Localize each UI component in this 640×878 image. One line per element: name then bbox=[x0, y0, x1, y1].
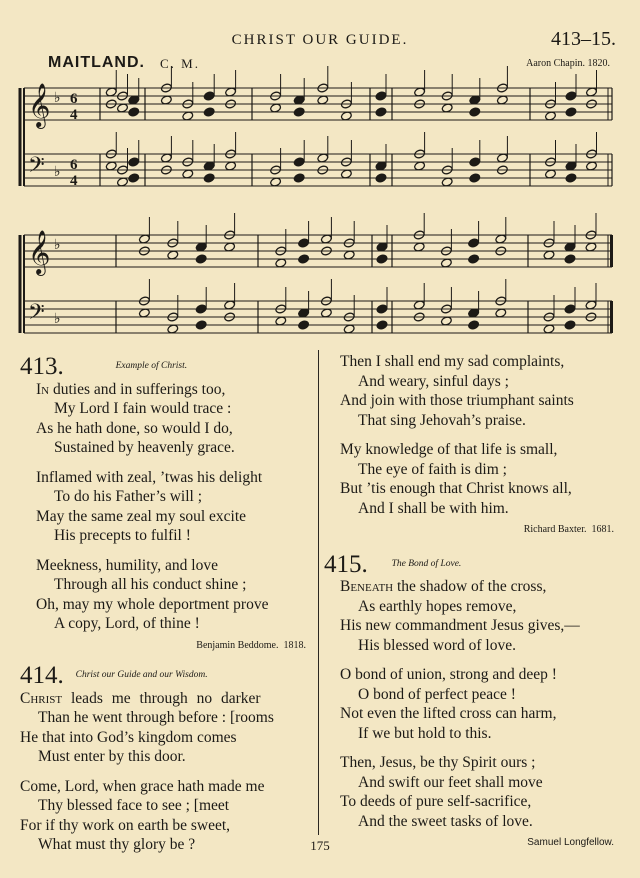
composer-year: 1820. bbox=[587, 58, 610, 69]
author-year: 1681. bbox=[591, 524, 614, 535]
verse-line: His new commandment Jesus gives,— bbox=[340, 617, 580, 634]
hymn-413-stanza-2 bbox=[20, 468, 310, 546]
author-year: 1818. bbox=[283, 639, 306, 651]
time-signature-top: 6 bbox=[70, 91, 78, 107]
note-head bbox=[293, 107, 305, 117]
hymn-414-stanza-1 bbox=[20, 689, 310, 767]
hymn-415-heading bbox=[324, 552, 618, 578]
hymn-415-stanza-2 bbox=[340, 665, 618, 743]
verse-line: And the sweet tasks of love. bbox=[358, 812, 533, 830]
note-head bbox=[195, 254, 207, 264]
note-head bbox=[469, 173, 481, 183]
verse-line: Then, Jesus, be thy Spirit ours ; bbox=[340, 754, 536, 771]
verse-line: Christ leads me through no darker bbox=[20, 689, 261, 707]
flat-icon: ♭ bbox=[54, 238, 61, 253]
music-score bbox=[0, 0, 640, 350]
author-name: Richard Baxter. bbox=[523, 524, 587, 535]
verse-line: And weary, sinful days ; bbox=[358, 372, 509, 390]
verse-line: To deeds of pure self-sacrifice, bbox=[340, 793, 532, 810]
verse-line: And I shall be with him. bbox=[358, 499, 509, 517]
note-head bbox=[565, 91, 577, 101]
verse-line: He that into God’s kingdom comes bbox=[20, 728, 237, 746]
left-column bbox=[20, 354, 310, 855]
verse-line: Beneath the shadow of the cross, bbox=[340, 578, 547, 595]
note-head bbox=[468, 254, 480, 264]
verse-line: To do his Father’s will ; bbox=[54, 488, 203, 505]
note-head bbox=[376, 304, 388, 314]
flat-icon: ♭ bbox=[54, 91, 61, 106]
verse-line: Oh, may my whole deportment prove bbox=[36, 595, 269, 613]
note-head bbox=[565, 173, 577, 183]
verse-line: And join with those triumphant saints bbox=[340, 392, 574, 409]
hymn-413-author bbox=[20, 636, 310, 656]
note-head bbox=[375, 173, 387, 183]
hymn-413-title: Example of Christ. bbox=[115, 361, 188, 371]
hymn-number-range: 413–15. bbox=[551, 28, 616, 50]
note-head bbox=[564, 254, 576, 264]
verse-line: What must thy glory be ? bbox=[38, 836, 196, 853]
final-bar bbox=[610, 235, 613, 267]
hymn-415-title: The Bond of Love. bbox=[391, 558, 462, 569]
note-head bbox=[468, 320, 480, 330]
hymn-414-heading bbox=[20, 663, 310, 689]
time-signature-bottom: 4 bbox=[70, 173, 78, 189]
verse-line: Inflamed with zeal, ’twas his delight bbox=[36, 468, 263, 486]
verse-line: As earthly hopes remove, bbox=[358, 597, 517, 615]
hymn-413-number: 413. bbox=[20, 353, 64, 380]
note-head bbox=[293, 173, 305, 183]
note-head bbox=[468, 238, 480, 248]
hymn-415-number: 415. bbox=[324, 550, 368, 578]
verse-line: A copy, Lord, of thine ! bbox=[54, 615, 200, 632]
author-name: Benjamin Beddome. bbox=[196, 639, 279, 651]
treble-clef-icon: 𝄞 bbox=[28, 230, 51, 274]
hymn-414-stanza-3 bbox=[340, 352, 618, 430]
verse-line: If we but hold to this. bbox=[358, 724, 492, 742]
hymn-415-author: Samuel Longfellow. bbox=[527, 837, 614, 848]
treble-clef-icon: 𝄞 bbox=[28, 83, 51, 127]
final-bar bbox=[610, 301, 613, 333]
note-head bbox=[128, 173, 140, 183]
note-head bbox=[195, 320, 207, 330]
verse-line: My knowledge of that life is small, bbox=[340, 441, 558, 458]
hymn-413-heading bbox=[20, 354, 310, 380]
page-title: CHRIST OUR GUIDE. bbox=[231, 32, 409, 48]
note-head bbox=[375, 91, 387, 101]
verse-line: Meekness, humility, and love bbox=[36, 556, 218, 574]
bass-clef-icon: 𝄢 bbox=[28, 153, 45, 183]
note-head bbox=[298, 238, 310, 248]
note-head bbox=[298, 320, 310, 330]
verse-line: Sustained by heavenly grace. bbox=[54, 439, 235, 456]
note-head bbox=[203, 173, 215, 183]
note-head bbox=[375, 107, 387, 117]
verse-line: His precepts to fulfil ! bbox=[54, 527, 191, 544]
note-head bbox=[195, 304, 207, 314]
note-head bbox=[128, 157, 140, 167]
note-head bbox=[203, 91, 215, 101]
verse-line: Must enter by this door. bbox=[38, 748, 186, 765]
hymn-414-number: 414. bbox=[20, 662, 64, 689]
note-head bbox=[564, 320, 576, 330]
verse-line: As he hath done, so would I do, bbox=[36, 419, 233, 437]
verse-line: For if thy work on earth be sweet, bbox=[20, 816, 231, 834]
note-head bbox=[469, 107, 481, 117]
tune-name: MAITLAND. bbox=[48, 54, 145, 71]
time-signature-top: 6 bbox=[70, 157, 78, 173]
hymn-414-stanza-4 bbox=[340, 440, 618, 518]
tune-meter: C. M. bbox=[160, 56, 200, 71]
flat-icon: ♭ bbox=[54, 312, 61, 327]
verse-line: O bond of union, strong and deep ! bbox=[340, 666, 557, 683]
verse-line: Than he went through before : [rooms bbox=[38, 709, 274, 726]
hymn-414-author bbox=[340, 520, 618, 540]
verse-line: O bond of perfect peace ! bbox=[358, 685, 516, 703]
note-head bbox=[564, 304, 576, 314]
note-head bbox=[203, 107, 215, 117]
verse-line: May the same zeal my soul excite bbox=[36, 507, 247, 525]
note-head bbox=[376, 254, 388, 264]
note-head bbox=[469, 157, 481, 167]
page-number: 175 bbox=[310, 838, 330, 853]
note-head bbox=[565, 107, 577, 117]
note-head bbox=[293, 157, 305, 167]
hymn-413-stanza-3 bbox=[20, 556, 310, 634]
verse-line: Then I shall end my sad complaints, bbox=[340, 353, 565, 370]
column-divider bbox=[318, 350, 319, 835]
verse-line: His blessed word of love. bbox=[358, 636, 516, 654]
verse-line: My Lord I fain would trace : bbox=[54, 400, 232, 417]
note-head bbox=[128, 107, 140, 117]
flat-icon: ♭ bbox=[54, 165, 61, 180]
hymn-413-stanza-1 bbox=[20, 380, 310, 458]
hymn-414-title: Christ our Guide and our Wisdom. bbox=[75, 670, 208, 680]
verse-line: Not even the lifted cross can harm, bbox=[340, 705, 557, 722]
verse-line: Come, Lord, when grace hath made me bbox=[20, 777, 265, 795]
note-head bbox=[376, 320, 388, 330]
verse-line: But ’tis enough that Christ knows all, bbox=[340, 480, 572, 497]
verse-line: In duties and in sufferings too, bbox=[36, 380, 226, 398]
hymn-415-stanza-3 bbox=[340, 753, 618, 831]
composer-name: Aaron Chapin. bbox=[526, 58, 585, 69]
hymn-415-stanza-1 bbox=[340, 577, 618, 655]
verse-line: The eye of faith is dim ; bbox=[358, 460, 507, 478]
verse-line: Through all his conduct shine ; bbox=[54, 576, 247, 593]
verse-line: And swift our feet shall move bbox=[358, 773, 543, 791]
right-column bbox=[324, 352, 618, 853]
time-signature-bottom: 4 bbox=[70, 107, 78, 123]
verse-line: That sing Jehovah’s praise. bbox=[358, 411, 526, 429]
bass-clef-icon: 𝄢 bbox=[28, 300, 45, 330]
note-head bbox=[298, 254, 310, 264]
verse-line: Thy blessed face to see ; [meet bbox=[38, 797, 230, 814]
